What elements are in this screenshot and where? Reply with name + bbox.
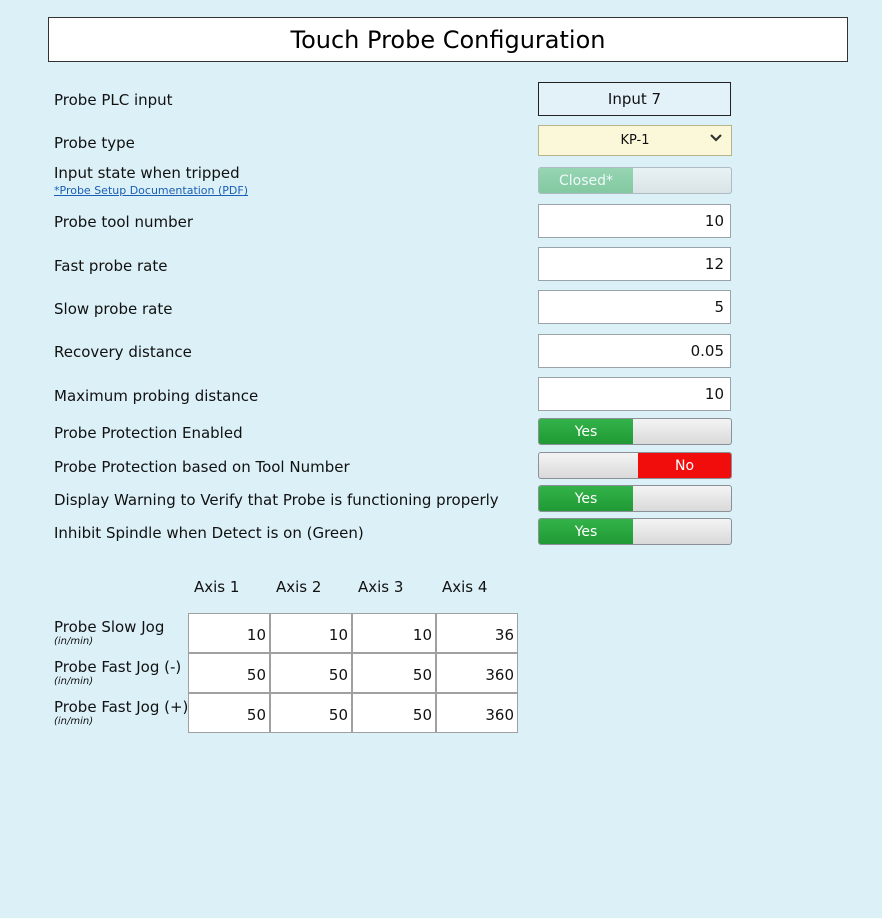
inhibit-value: Yes <box>539 519 633 544</box>
protection-tool-value: No <box>638 453 731 478</box>
probe-doc-link[interactable]: *Probe Setup Documentation (PDF) <box>54 184 249 197</box>
fast-jog-minus-unit: (in/min) <box>54 676 94 687</box>
input-state-value: Closed* <box>539 168 633 193</box>
fast-jog-minus-axis-2[interactable]: 50 <box>270 653 352 693</box>
slow-jog-label: Probe Slow Jog <box>54 618 165 636</box>
fast-jog-plus-axis-4[interactable]: 360 <box>436 693 518 733</box>
fast-jog-minus-axis-1[interactable]: 50 <box>188 653 270 693</box>
warning-toggle[interactable] <box>538 485 732 512</box>
axis-4-header: Axis 4 <box>442 578 488 596</box>
protection-tool-toggle[interactable] <box>538 452 732 479</box>
slow-rate-label: Slow probe rate <box>54 300 173 318</box>
axis-3-header: Axis 3 <box>358 578 404 596</box>
probe-type-value: KP-1 <box>620 133 650 148</box>
max-dist-input[interactable]: 10 <box>538 377 731 411</box>
probe-type-label: Probe type <box>54 134 135 152</box>
inhibit-label: Inhibit Spindle when Detect is on (Green) <box>54 524 364 542</box>
axis-1-header: Axis 1 <box>194 578 240 596</box>
protection-value: Yes <box>539 419 633 444</box>
fast-jog-plus-axis-3[interactable]: 50 <box>352 693 436 733</box>
plc-input-field[interactable]: Input 7 <box>538 82 731 116</box>
slow-jog-axis-2[interactable]: 10 <box>270 613 352 653</box>
warning-value: Yes <box>539 486 633 511</box>
input-state-label: Input state when tripped <box>54 164 240 182</box>
page-title: Touch Probe Configuration <box>48 17 848 62</box>
probe-type-select[interactable] <box>538 125 732 156</box>
fast-jog-plus-label: Probe Fast Jog (+) <box>54 698 189 716</box>
plc-input-label: Probe PLC input <box>54 91 173 109</box>
inhibit-toggle[interactable] <box>538 518 732 545</box>
fast-jog-minus-label: Probe Fast Jog (-) <box>54 658 182 676</box>
slow-jog-axis-3[interactable]: 10 <box>352 613 436 653</box>
slow-jog-axis-1[interactable]: 10 <box>188 613 270 653</box>
max-dist-label: Maximum probing distance <box>54 387 259 405</box>
protection-label: Probe Protection Enabled <box>54 424 243 442</box>
slow-jog-axis-4[interactable]: 36 <box>436 613 518 653</box>
input-state-toggle[interactable] <box>538 167 732 194</box>
fast-jog-plus-unit: (in/min) <box>54 716 94 727</box>
fast-rate-label: Fast probe rate <box>54 257 168 275</box>
slow-rate-input[interactable]: 5 <box>538 290 731 324</box>
recovery-label: Recovery distance <box>54 343 192 361</box>
axis-2-header: Axis 2 <box>276 578 322 596</box>
fast-jog-minus-axis-3[interactable]: 50 <box>352 653 436 693</box>
recovery-input[interactable]: 0.05 <box>538 334 731 368</box>
protection-tool-label: Probe Protection based on Tool Number <box>54 458 350 476</box>
fast-jog-plus-axis-1[interactable]: 50 <box>188 693 270 733</box>
fast-jog-minus-axis-4[interactable]: 360 <box>436 653 518 693</box>
tool-number-label: Probe tool number <box>54 213 194 231</box>
fast-rate-input[interactable]: 12 <box>538 247 731 281</box>
fast-jog-plus-axis-2[interactable]: 50 <box>270 693 352 733</box>
warning-label: Display Warning to Verify that Probe is functioning properly <box>54 491 499 509</box>
slow-jog-unit: (in/min) <box>54 636 94 647</box>
tool-number-input[interactable]: 10 <box>538 204 731 238</box>
protection-toggle[interactable] <box>538 418 732 445</box>
chevron-down-icon <box>709 130 723 149</box>
